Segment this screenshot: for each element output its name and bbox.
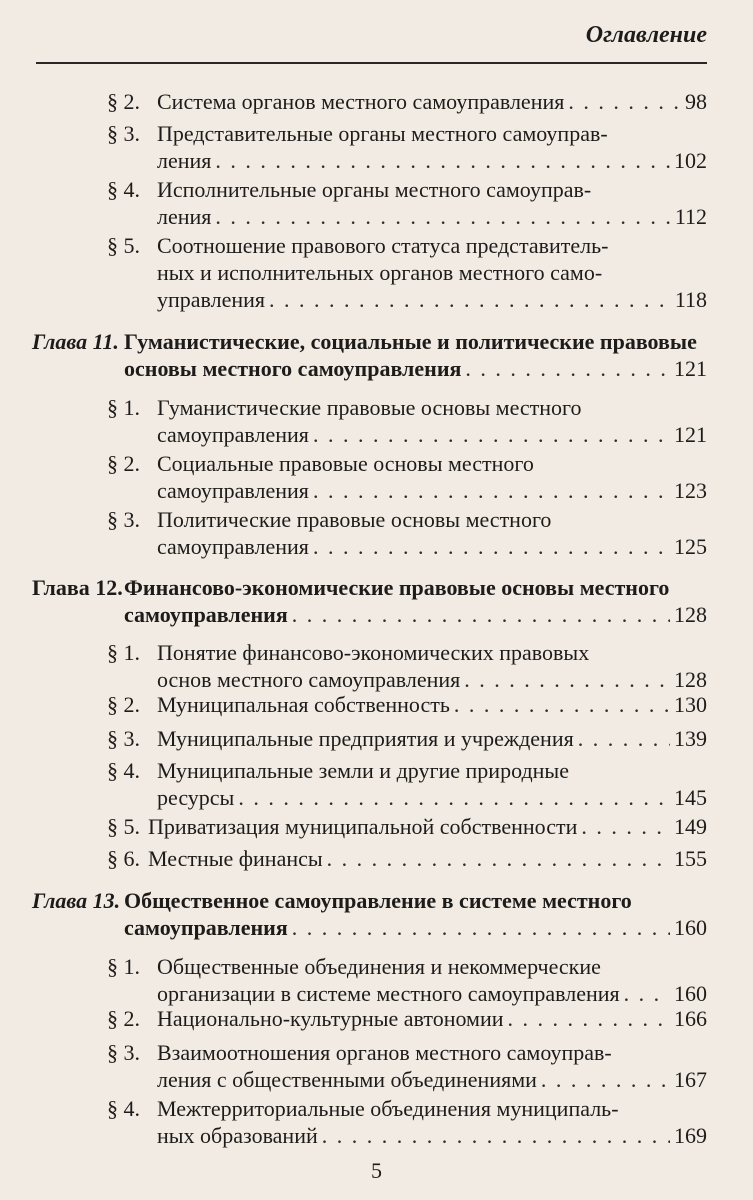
entry-page-number: 123 (674, 478, 707, 503)
toc-section-entry (107, 88, 707, 115)
entry-title-line: организации в системе местного самоуправления . . . 160 (157, 980, 707, 1007)
entry-page-number: 125 (674, 534, 707, 559)
entry-title-line: Межтерриториальные объединения муниципаль- (157, 1096, 619, 1121)
leader-dots (215, 203, 670, 230)
entry-title-line: ления с общественными объединениями . . . 167 (157, 1066, 707, 1093)
leader-dots (578, 725, 670, 752)
entry-title-line: ресурсы . . . 145 (157, 784, 707, 811)
entry-title-line: Национально-культурные автономии . . . 166 (157, 1005, 707, 1032)
leader-dots (327, 845, 670, 872)
section-number: § 4. (107, 177, 140, 202)
entry-title-line: Соотношение правового статуса представитель- (157, 233, 609, 258)
section-number: § 5. (107, 814, 140, 839)
entry-title-line: Гуманистические, социальные и политические правовые (124, 329, 697, 354)
entry-title-line: самоуправления . . . 160 (124, 914, 707, 941)
toc-section-entry (107, 691, 707, 718)
toc-section-entry (107, 394, 707, 448)
leader-dots (313, 477, 670, 504)
toc-section-entry (107, 1039, 707, 1093)
entry-title-line: Муниципальные земли и другие природные (157, 758, 569, 783)
entry-title-line: ления . . . 102 (157, 147, 707, 174)
entry-title-line: Гуманистические правовые основы местного (157, 395, 582, 420)
entry-title-line: основ местного самоуправления . . . 128 (157, 666, 707, 693)
leader-dots (269, 286, 671, 313)
toc-chapter-entry (32, 574, 707, 628)
leader-dots (292, 601, 670, 628)
toc-section-entry (107, 845, 707, 872)
entry-page-number: 166 (674, 1006, 707, 1031)
leader-dots (238, 784, 670, 811)
toc-chapter-entry (32, 328, 707, 382)
toc-section-entry (107, 757, 707, 811)
entry-page-number: 139 (674, 726, 707, 751)
entry-title-line: Понятие финансово-экономических правовых (157, 640, 590, 665)
entry-page-number: 128 (674, 667, 707, 692)
entry-title-line: самоуправления . . . 123 (157, 477, 707, 504)
entry-page-number: 149 (674, 814, 707, 839)
section-number: § 3. (107, 1040, 140, 1065)
section-number: § 3. (107, 726, 140, 751)
toc-section-entry (107, 725, 707, 752)
entry-title-line: Политические правовые основы местного (157, 507, 552, 532)
leader-dots (568, 88, 681, 115)
chapter-number: Глава 11. (32, 329, 119, 354)
section-number: § 6. (107, 846, 140, 871)
entry-title-line: управления . . . 118 (157, 286, 707, 313)
section-number: § 2. (107, 451, 140, 476)
header-divider (36, 62, 707, 64)
toc-section-entry (107, 1005, 707, 1032)
entry-title-line: основы местного самоуправления . . . 121 (124, 355, 707, 382)
entry-page-number: 169 (674, 1123, 707, 1148)
leader-dots (454, 691, 670, 718)
leader-dots (465, 355, 670, 382)
entry-page-number: 155 (674, 846, 707, 871)
entry-title-line: Общественные объединения и некоммерческие (157, 954, 601, 979)
toc-section-entry (107, 450, 707, 504)
entry-title-line: Муниципальные предприятия и учреждения . . . 139 (157, 725, 707, 752)
entry-title-line: Общественное самоуправление в системе местного (124, 888, 632, 913)
entry-page-number: 112 (674, 204, 707, 229)
leader-dots (313, 421, 670, 448)
section-number: § 1. (107, 954, 140, 979)
section-number: § 1. (107, 395, 140, 420)
leader-dots (313, 533, 670, 560)
toc-chapter-entry (32, 887, 707, 941)
leader-dots (464, 666, 670, 693)
toc-section-entry (107, 639, 707, 693)
entry-page-number: 121 (674, 422, 707, 447)
section-number: § 5. (107, 233, 140, 258)
entry-page-number: 130 (674, 692, 707, 717)
section-number: § 4. (107, 1096, 140, 1121)
toc-section-entry (107, 953, 707, 1007)
entry-title-line: Представительные органы местного самоуправ- (157, 121, 608, 146)
section-number: § 4. (107, 758, 140, 783)
entry-title-line: самоуправления . . . 121 (157, 421, 707, 448)
leader-dots (322, 1122, 670, 1149)
entry-title-line: самоуправления . . . 128 (124, 601, 707, 628)
entry-title-line: Система органов местного самоуправления . . . 98 (157, 88, 707, 115)
toc-section-entry (107, 506, 707, 560)
section-number: § 2. (107, 692, 140, 717)
section-number: § 2. (107, 89, 140, 114)
entry-title-line: ления . . . 112 (157, 203, 707, 230)
page-number: 5 (371, 1158, 382, 1183)
entry-page-number: 128 (674, 602, 707, 627)
section-number: § 1. (107, 640, 140, 665)
section-number: § 3. (107, 507, 140, 532)
leader-dots (541, 1066, 670, 1093)
entry-page-number: 160 (674, 981, 707, 1006)
section-number: § 2. (107, 1006, 140, 1031)
entry-title-line: § 6. Местные финансы . . . 155 (107, 845, 707, 872)
entry-page-number: 167 (674, 1067, 707, 1092)
leader-dots (508, 1005, 670, 1032)
chapter-number: Глава 13. (32, 888, 121, 913)
toc-section-entry (107, 232, 707, 313)
toc-section-entry (107, 120, 707, 174)
leader-dots (215, 147, 670, 174)
entry-page-number: 118 (674, 287, 707, 312)
entry-page-number: 160 (674, 915, 707, 940)
entry-title-line: Финансово-экономические правовые основы местного (124, 575, 670, 600)
toc-section-entry (107, 1095, 707, 1149)
leader-dots (581, 813, 670, 840)
entry-page-number: 102 (674, 148, 707, 173)
entry-title-line: самоуправления . . . 125 (157, 533, 707, 560)
entry-title-line: Исполнительные органы местного самоуправ- (157, 177, 592, 202)
entry-title-line: § 5. Приватизация муниципальной собственности . . . 149 (107, 813, 707, 840)
chapter-number: Глава 12. (32, 575, 123, 600)
entry-title-line: Муниципальная собственность . . . 130 (157, 691, 707, 718)
entry-page-number: 145 (674, 785, 707, 810)
entry-title-line: Взаимоотношения органов местного самоуправ- (157, 1040, 612, 1065)
entry-page-number: 121 (674, 356, 707, 381)
toc-section-entry (107, 813, 707, 840)
leader-dots (292, 914, 670, 941)
entry-title-line: ных образований . . . 169 (157, 1122, 707, 1149)
section-number: § 3. (107, 121, 140, 146)
running-header-title: Оглавление (585, 22, 707, 48)
entry-page-number: 98 (685, 89, 707, 114)
leader-dots (624, 980, 670, 1007)
toc-section-entry (107, 176, 707, 230)
entry-title-line: ных и исполнительных органов местного само- (157, 260, 603, 285)
entry-title-line: Социальные правовые основы местного (157, 451, 534, 476)
